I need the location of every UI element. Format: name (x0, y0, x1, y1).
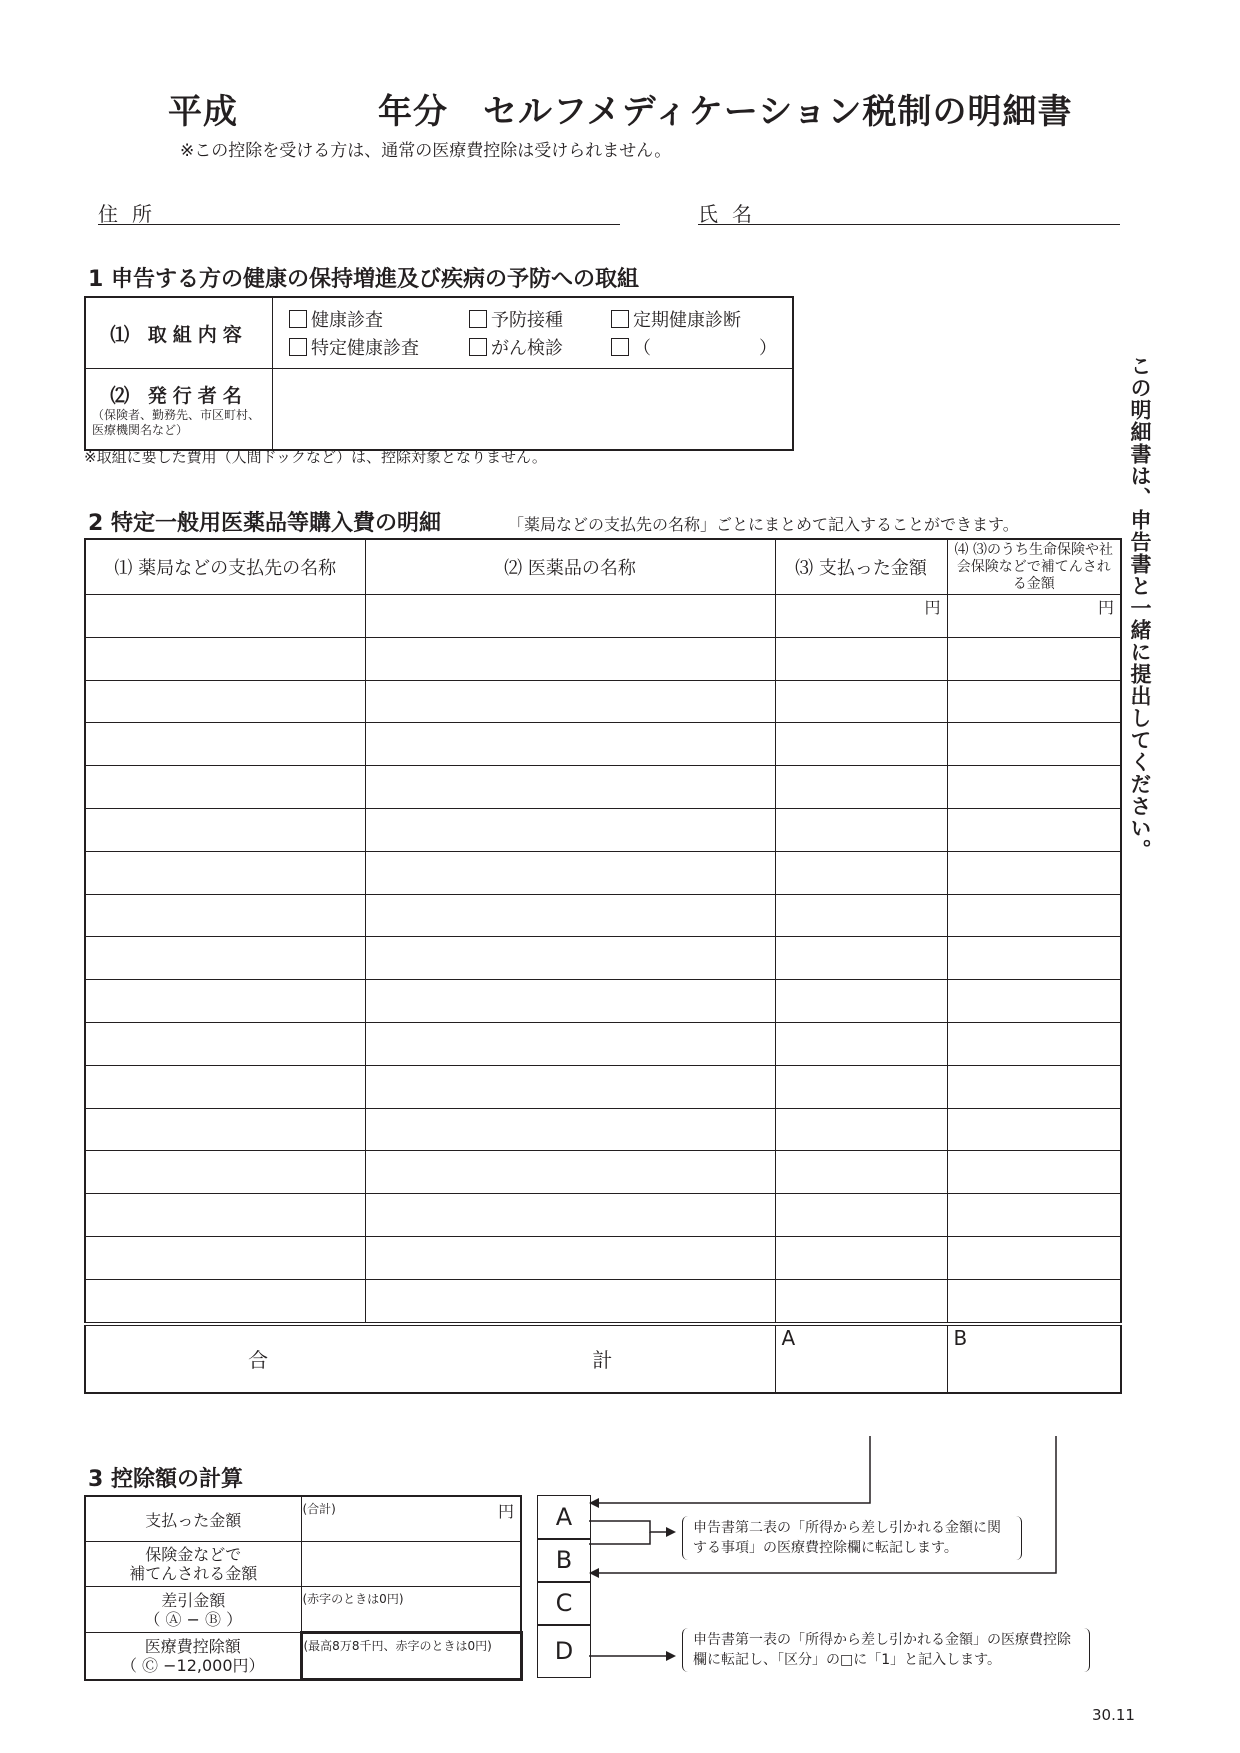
calc-note-difference: (赤字のときは0円) (302, 1592, 404, 1606)
calc-note-deduction: (最高8万8千円、赤字のときは0円) (303, 1639, 492, 1653)
box-c: C (537, 1581, 591, 1626)
bracket-note-2: 申告書第一表の「所得から差し引かれる金額」の医療費控除欄に転記し、「区分」の□に「1」と記入します。 (682, 1628, 1090, 1672)
issuer-label: ⑵ 発行者名 (110, 384, 248, 407)
deduction-table (84, 1495, 523, 1681)
calc-input-reimbursed[interactable] (301, 1542, 521, 1587)
box-b: B (537, 1538, 591, 1583)
column-header-reimbursed: ⑷ ⑶のうち生命保険や社会保険などで補てんされる金額 (947, 539, 1121, 595)
header-note: ※この控除を受ける方は、通常の医療費控除は受けられません。 (180, 141, 672, 161)
column-header-medicine: ⑵ 医薬品の名称 (365, 539, 775, 595)
calc-label-deduction: 医療費控除額 （ Ⓒ −12,000円） (85, 1633, 301, 1680)
box-a: A (537, 1495, 591, 1540)
calc-unit-paid: 円 (497, 1502, 514, 1521)
page-title: 平成 年分 セルフメディケーション税制の明細書 (168, 92, 1073, 132)
calc-label-paid: 支払った金額 (85, 1496, 301, 1542)
yen-unit: 円 (1097, 598, 1114, 617)
checkbox-other[interactable]: （ ） (611, 334, 791, 360)
section3-heading: 3 控除額の計算 (88, 1467, 243, 1492)
checkbox-periodic-checkup[interactable]: 定期健康診断 (611, 306, 791, 332)
box-d: D (537, 1624, 591, 1678)
checkbox-health-checkup[interactable]: 健康診査 (289, 306, 469, 332)
column-header-payee: ⑴ 薬局などの支払先の名称 (85, 539, 365, 595)
section1-heading: 1 申告する方の健康の保持増進及び疾病の予防への取組 (88, 267, 639, 292)
checkbox-specific-checkup[interactable]: 特定健康診査 (289, 334, 469, 360)
form-code: 30.11 (1092, 1706, 1135, 1724)
checkbox-vaccination[interactable]: 予防接種 (469, 306, 611, 332)
activity-label: ⑴ 取組内容 (85, 297, 273, 369)
calc-input-deduction[interactable] (301, 1633, 521, 1680)
checkbox-cancer-screening[interactable]: がん検診 (469, 334, 611, 360)
section1-footnote: ※取組に要した費用（人間ドックなど）は、控除対象となりません。 (84, 448, 547, 466)
vertical-submit-note: この明細書は、申告書と一緒に提出してください。 (1128, 355, 1152, 861)
bracket-note-1: 申告書第二表の「所得から差し引かれる金額に関する事項」の医療費控除欄に転記します。 (682, 1516, 1022, 1560)
section2-heading: 2 特定一般用医薬品等購入費の明細 (88, 511, 441, 536)
calc-input-paid[interactable] (301, 1496, 521, 1542)
calc-label-difference: 差引金額 （ Ⓐ − Ⓑ ） (85, 1587, 301, 1633)
total-a-label: A (781, 1325, 796, 1350)
column-header-paid: ⑶ 支払った金額 (775, 539, 947, 595)
total-label-left: 合 (248, 1348, 269, 1373)
yen-unit: 円 (924, 598, 941, 617)
total-label-right: 計 (592, 1348, 613, 1373)
name-label: 氏名 (698, 202, 766, 226)
address-label: 住所 (98, 202, 166, 226)
calc-note-paid: (合計) (302, 1502, 336, 1516)
calc-input-difference[interactable] (301, 1587, 521, 1633)
calc-label-reimbursed: 保険金などで 補てんされる金額 (85, 1542, 301, 1587)
total-b-label: B (953, 1325, 968, 1350)
issuer-sublabel: （保険者、勤務先、市区町村、医療機関名など） (92, 407, 261, 437)
section2-note: 「薬局などの支払先の名称」ごとにまとめて記入することができます。 (508, 515, 1019, 534)
